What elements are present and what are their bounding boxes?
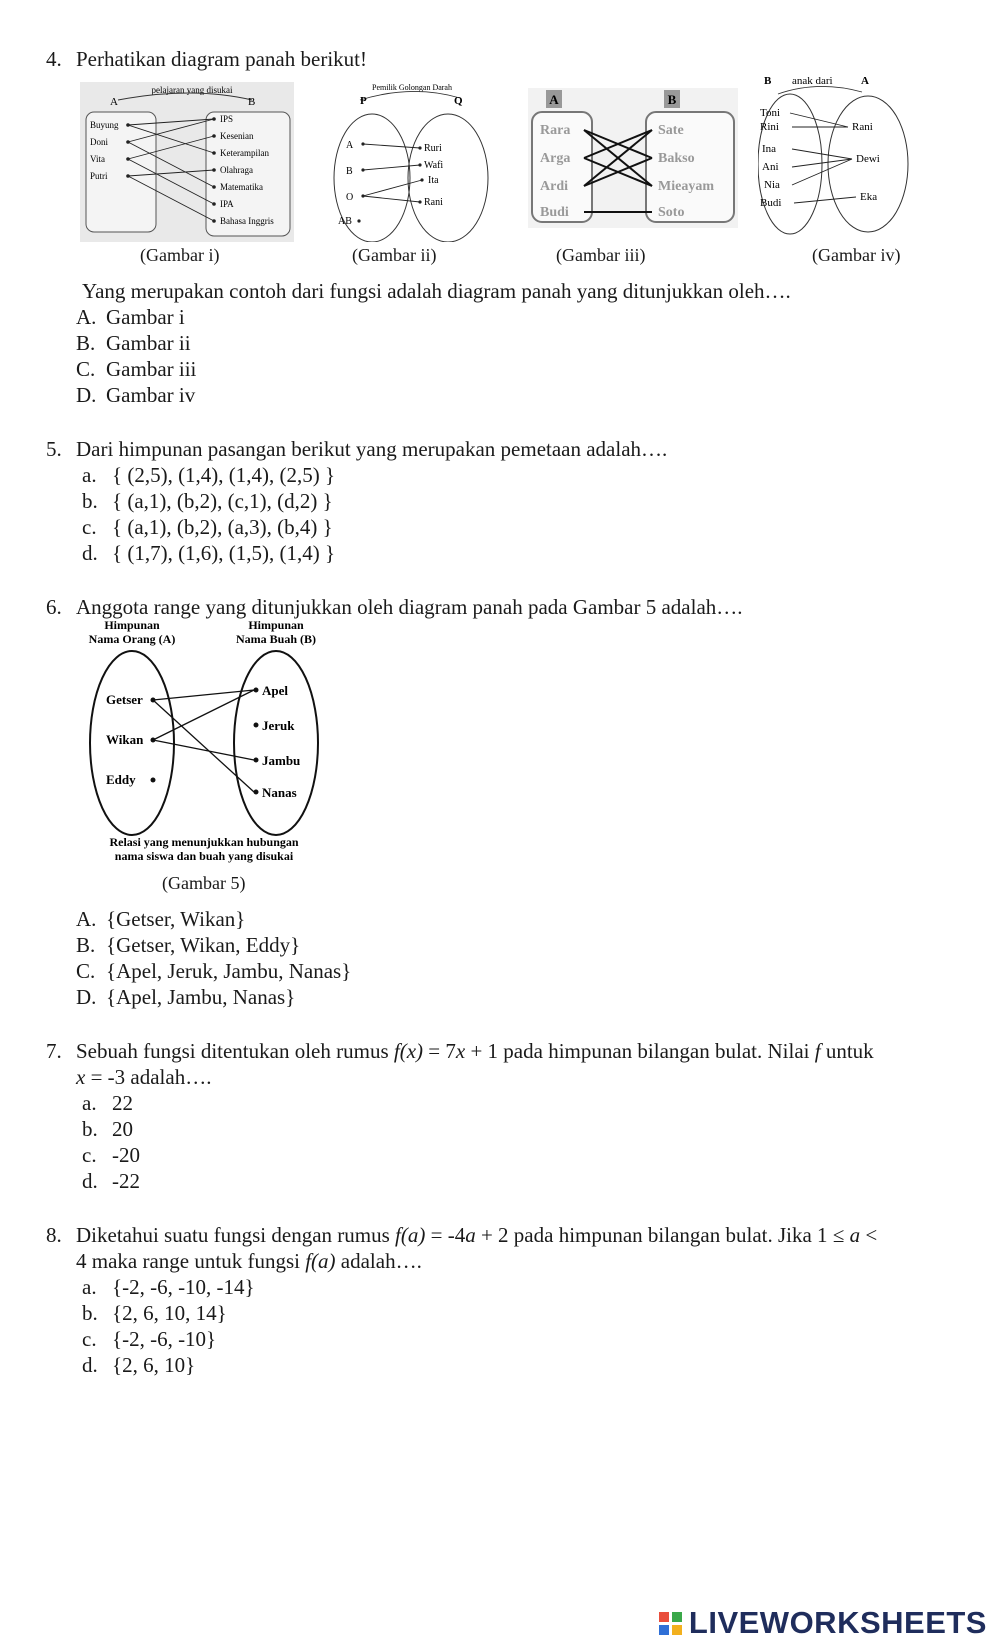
figure-ii-domain-item: A (346, 140, 354, 151)
figure-ii-domain-item: O (346, 192, 354, 203)
figure-i-codomain-item: Keterampilan (220, 148, 269, 158)
figure-iii-domain-item: Budi (540, 205, 569, 220)
question-8-number: 8. (46, 1223, 62, 1247)
figure-iv-codomain-item: Rani (852, 121, 873, 133)
figure-5-head-b-line2: Nama Buah (B) (235, 632, 317, 646)
figure-iv-relation-label: anak dari (792, 75, 833, 87)
figure-5-note-line2: nama siswa dan buah yang disukai (114, 849, 294, 863)
figure-5-codomain-ellipse (234, 651, 318, 835)
figure-i-codomain-item: IPS (220, 114, 234, 124)
figure-gambar-ii (330, 78, 500, 242)
figure-5-domain-item: Eddy (106, 772, 136, 787)
figure-iv-codomain-item: Dewi (856, 153, 880, 165)
figure-iv-domain-item: Budi (760, 197, 782, 209)
figure-iii-codomain-item: Soto (658, 205, 685, 220)
question-4-number: 4. (46, 47, 62, 71)
figure-i-domain-item: Buyung (90, 120, 119, 130)
figure-ii-codomain-item: Wafi (424, 160, 444, 171)
figure-iv-domain-item: Ani (762, 161, 779, 173)
question-4-text: Perhatikan diagram panah berikut! (76, 47, 367, 71)
question-5-option-d[interactable]: d. { (1,7), (1,6), (1,5), (1,4) } (82, 541, 336, 565)
figure-5-codomain-item: Apel (262, 683, 288, 698)
figure-iv-relation-arrow (778, 86, 862, 94)
figure-iii-domain-item: Ardi (540, 179, 568, 194)
figure-5-arrows (153, 690, 254, 792)
figure-ii-relation-arrow (360, 91, 460, 100)
question-8-line-2: 4 maka range untuk fungsi f(a) adalah…. (76, 1249, 422, 1273)
question-5-option-a[interactable]: a. { (2,5), (1,4), (1,4), (2,5) } (82, 463, 336, 487)
figure-iii-set-b-label: B (667, 92, 677, 107)
question-4-stem: Yang merupakan contoh dari fungsi adalah diagram panah yang ditunjukkan oleh…. (82, 279, 791, 303)
figure-iii-codomain-item: Sate (658, 123, 684, 138)
figure-iv-caption: (Gambar iv) (812, 245, 901, 265)
figure-ii-domain-item: B (346, 166, 353, 177)
question-6-option-d[interactable]: D. {Apel, Jambu, Nanas} (76, 985, 296, 1009)
question-4-option-c[interactable]: C. Gambar iii (76, 357, 197, 381)
figure-gambar-iv (758, 72, 918, 240)
figure-ii-domain-item: AB (338, 216, 352, 227)
question-5-text: Dari himpunan pasangan berikut yang merupakan pemetaan adalah…. (76, 437, 668, 461)
figure-i-codomain-item: Kesenian (220, 131, 254, 141)
question-7-number: 7. (46, 1039, 62, 1063)
question-6-number: 6. (46, 595, 62, 619)
question-4-option-d[interactable]: D. Gambar iv (76, 383, 196, 407)
figure-ii-set-p-label: P (360, 95, 367, 107)
question-4-option-a[interactable]: A. Gambar i (76, 305, 185, 329)
figure-gambar-i (80, 82, 294, 242)
figure-iii-codomain-item: Bakso (658, 151, 695, 166)
figure-5-head-a-line2: Nama Orang (A) (88, 632, 176, 646)
figure-i-domain-item: Doni (90, 137, 108, 147)
figure-ii-set-q-label: Q (454, 95, 463, 107)
question-8-option-d[interactable]: d. {2, 6, 10} (82, 1353, 196, 1377)
figure-ii-codomain-item: Rani (424, 197, 443, 208)
liveworksheets-logo-text: LIVEWORKSHEETS (688, 1605, 987, 1640)
question-7-option-c[interactable]: c. -20 (82, 1143, 140, 1167)
figure-5-domain-item: Getser (106, 692, 143, 707)
question-8-line-1: Diketahui suatu fungsi dengan rumus f(a) = -4a + 2 pada himpunan bilangan bulat. Jika 1 ≤ a < (76, 1223, 878, 1247)
figure-iv-domain-item: Rini (760, 121, 779, 133)
question-7-line-2: x = -3 adalah…. (76, 1065, 212, 1089)
figure-i-domain-item: Vita (90, 154, 105, 164)
figure-iv-domain-item: Toni (760, 107, 781, 119)
figure-gambar-iii (528, 88, 738, 228)
figure-ii-caption: (Gambar ii) (352, 245, 437, 265)
figure-iii-codomain-item: Mieayam (658, 179, 714, 194)
figure-5-codomain-item: Nanas (262, 785, 297, 800)
figure-iii-caption: (Gambar iii) (556, 245, 646, 265)
figure-iii-set-a-label: A (549, 92, 559, 107)
figure-i-codomain-item: IPA (220, 199, 234, 209)
figure-5-codomain-item: Jambu (262, 753, 301, 768)
figure-ii-codomain-ellipse (408, 114, 488, 242)
question-8-option-a[interactable]: a. {-2, -6, -10, -14} (82, 1275, 255, 1299)
figure-5-domain-item: Wikan (106, 732, 144, 747)
figure-i-relation-label: pelajaran yang disukai (151, 85, 233, 95)
figure-ii-codomain-item: Ruri (424, 143, 442, 154)
figure-i-set-b-label: B (248, 96, 256, 108)
question-7-option-d[interactable]: d. -22 (82, 1169, 140, 1193)
liveworksheets-logo[interactable] (659, 1605, 987, 1641)
figure-iv-domain-item: Nia (764, 179, 780, 191)
question-8-option-c[interactable]: c. {-2, -6, -10} (82, 1327, 217, 1351)
question-6-text: Anggota range yang ditunjukkan oleh diagram panah pada Gambar 5 adalah…. (76, 595, 743, 619)
figure-i-codomain-item: Matematika (220, 182, 263, 192)
figure-ii-arrows (363, 144, 422, 202)
question-7-option-a[interactable]: a. 22 (82, 1091, 133, 1115)
figure-ii-codomain-item: Ita (428, 175, 439, 186)
question-4-option-b[interactable]: B. Gambar ii (76, 331, 191, 355)
figure-i-set-a-label: A (110, 96, 118, 108)
figure-gambar-5 (80, 618, 340, 868)
figure-5-head-b-line1: Himpunan (248, 618, 304, 632)
question-5-option-b[interactable]: b. { (a,1), (b,2), (c,1), (d,2) } (82, 489, 333, 513)
figure-i-codomain-item: Olahraga (220, 165, 253, 175)
question-7-option-b[interactable]: b. 20 (82, 1117, 133, 1141)
figure-5-note-line1: Relasi yang menunjukkan hubungan (109, 835, 299, 849)
question-5-number: 5. (46, 437, 62, 461)
figure-iii-domain-item: Rara (540, 123, 571, 138)
question-6-option-b[interactable]: B. {Getser, Wikan, Eddy} (76, 933, 301, 957)
question-6-option-c[interactable]: C. {Apel, Jeruk, Jambu, Nanas} (76, 959, 352, 983)
figure-5-caption: (Gambar 5) (162, 873, 246, 893)
question-5-option-c[interactable]: c. { (a,1), (b,2), (a,3), (b,4) } (82, 515, 333, 539)
question-7-line-1: Sebuah fungsi ditentukan oleh rumus f(x) = 7x + 1 pada himpunan bilangan bulat. Nilai f untuk (76, 1039, 874, 1063)
figure-5-codomain-item: Jeruk (262, 718, 295, 733)
figure-iv-set-a-label: A (861, 75, 869, 87)
figure-iv-set-b-label: B (764, 75, 772, 87)
figure-iv-arrows (790, 113, 856, 203)
figure-iv-codomain-item: Eka (860, 191, 878, 203)
question-6-option-a[interactable]: A. {Getser, Wikan} (76, 907, 246, 931)
figure-i-codomain-item: Bahasa Inggris (220, 216, 274, 226)
question-8-option-b[interactable]: b. {2, 6, 10, 14} (82, 1301, 227, 1325)
figure-i-caption: (Gambar i) (140, 245, 220, 265)
figure-iv-domain-item: Ina (762, 143, 777, 155)
figure-i-domain-item: Putri (90, 171, 108, 181)
figure-iii-domain-item: Arga (540, 151, 571, 166)
figure-ii-relation-label: Pemilik Golongan Darah (372, 83, 452, 92)
figure-5-head-a-line1: Himpunan (104, 618, 160, 632)
liveworksheets-logo-icon (659, 1612, 683, 1636)
